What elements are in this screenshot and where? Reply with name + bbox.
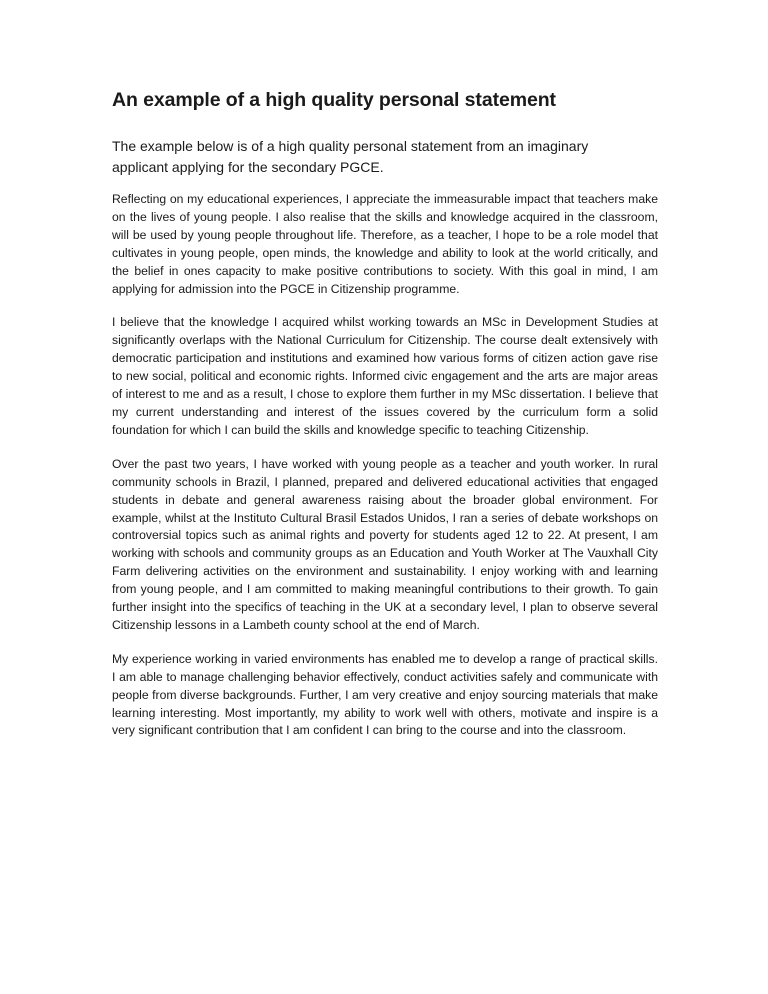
statement-paragraph-2: I believe that the knowledge I acquired whilst working towards an MSc in Development Studies at significantly overlaps with the National Curriculum for Citizenship. The course dealt extensively with democratic participation and institutions and examined how various forms of citizen action gave rise to new social, political and economic rights. Informed civic engagement and the arts are major areas of interest to me and as a result, I chose to explore them further in my MSc dissertation. I believe that my current understanding and interest of the issues covered by the curriculum form a solid foundation for which I can build the skills and knowledge specific to teaching Citizenship.	[112, 315, 658, 437]
statement-paragraph-3: Over the past two years, I have worked with young people as a teacher and youth worker. In rural community schools in Brazil, I planned, prepared and delivered educational activities that engaged students in debate and general awareness raising about the broader global environment. For example, whilst at the Instituto Cultural Brasil Estados Unidos, I ran a series of debate workshops on controversial topics such as animal rights and poverty for students aged 12 to 22. At present, I am working with schools and community groups as an Education and Youth Worker at The Vauxhall City Farm delivering activities on the environment and sustainability. I enjoy working with and learning from young people, and I am committed to making meaningful contributions to their growth. To gain further insight into the specifics of teaching in the UK at a secondary level, I plan to observe several Citizenship lessons in a Lambeth county school at the end of March.	[112, 456, 658, 632]
statement-paragraph-4: My experience working in varied environments has enabled me to develop a range of practical skills. I am able to manage challenging behavior effectively, conduct activities safely and communicate with people from diverse backgrounds. Further, I am very creative and enjoy sourcing materials that make learning interesting. Most importantly, my ability to work well with others, motivate and inspire is a very significant contribution that I am confident I can bring to the course and into the classroom.	[112, 651, 658, 738]
statement-body	[112, 191, 658, 756]
document-title: An example of a high quality personal statement	[112, 89, 556, 111]
statement-paragraph-1: Reflecting on my educational experiences, I appreciate the immeasurable impact that teachers make on the lives of young people. I also realise that the skills and knowledge acquired in the classroom, will be used by young people throughout life. Therefore, as a teacher, I hope to be a role model that cultivates in young people, open minds, the knowledge and ability to look at the world critically, and the belief in ones capacity to make positive contributions to society. With this goal in mind, I am applying for admission into the PGCE in Citizenship programme.	[112, 192, 658, 296]
intro-paragraph: The example below is of a high quality personal statement from an imaginary applicant applying for the secondary PGCE.	[112, 138, 589, 175]
